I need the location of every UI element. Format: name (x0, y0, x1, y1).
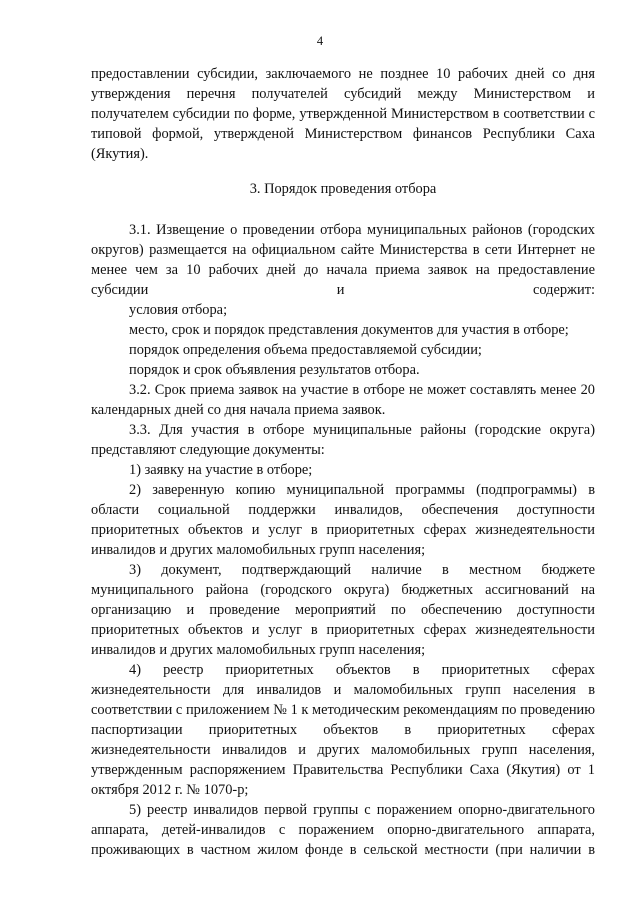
paragraph-3-1: 3.1. Извещение о проведении отбора муниципальных районов (городских округов) размещается на официальном сайте Министерства в сети Интернет не менее чем за 10 рабочих дней до начала приема заявок на предоставление субсидии и содержит: (91, 222, 595, 298)
list-item-volume: порядок определения объема предоставляемой субсидии; (129, 342, 482, 358)
page-number: 4 (316, 34, 324, 48)
list-item-results: порядок и срок объявления результатов отбора. (129, 362, 420, 378)
doc-item-1: 1) заявку на участие в отборе; (129, 462, 313, 478)
doc-item-2: 2) заверенную копию муниципальной программы (подпрограммы) в области социальной поддержки инвалидов, обеспечения доступности приоритетных объектов и услуг в приоритетных сферах жизнедеятельности инвалидов и других маломобильных групп населения; (91, 482, 595, 558)
paragraph-3-2: 3.2. Срок приема заявок на участие в отборе не может составлять менее 20 календарных дней со дня начала приема заявок. (91, 382, 595, 418)
document-body (91, 64, 595, 860)
doc-item-3: 3) документ, подтверждающий наличие в местном бюджете муниципального района (городского округа) бюджетных ассигнований на организацию и проведение мероприятий по обеспечению доступности приоритетных объектов и услуг в приоритетных сферах жизнедеятельности инвалидов и других маломобильных групп населения; (91, 562, 595, 658)
list-item-place-term: место, срок и порядок представления документов для участия в отборе; (129, 322, 569, 338)
intro-paragraph: предоставлении субсидии, заключаемого не позднее 10 рабочих дней со дня утверждения перечня получателей субсидий между Министерством и получателем субсидии по форме, утвержденной Министерством в соответствии с типовой формой, утвержденой Министерством финансов Республики Саха (Якутия). (91, 66, 595, 162)
doc-item-4: 4) реестр приоритетных объектов в приоритетных сферах жизнедеятельности для инвалидов и маломобильных групп населения в соответствии с приложением № 1 к методическим рекомендациям по проведению паспортизации приоритетных объектов в приоритетных сферах жизнедеятельности инвалидов и других маломобильных групп населения, утвержденным распоряжением Правительства Республики Саха (Якутия) от 1 октября 2012 г. № 1070-р; (91, 662, 595, 798)
doc-item-5: 5) реестр инвалидов первой группы с поражением опорно-двигательного аппарата, детей-инвалидов с поражением опорно-двигательного аппарата, проживающих в частном жилом фонде в сельской местности (при наличии в (91, 802, 595, 858)
section-heading: 3. Порядок проведения отбора (249, 181, 437, 197)
paragraph-3-3: 3.3. Для участия в отборе муниципальные районы (городские округа) представляют следующие документы: (91, 422, 595, 458)
list-item-conditions: условия отбора; (129, 302, 228, 318)
